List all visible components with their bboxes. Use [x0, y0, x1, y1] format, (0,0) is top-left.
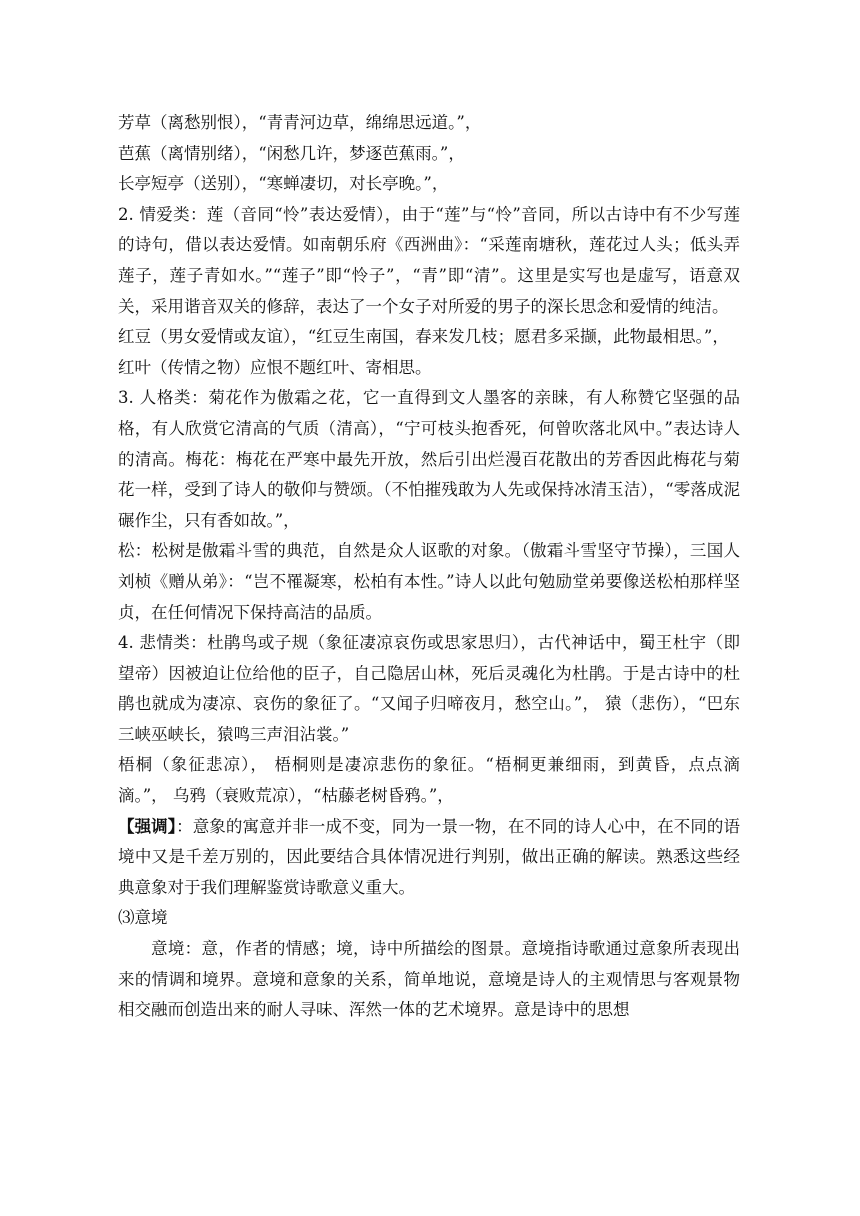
section-body: 意境：意，作者的情感；境，诗中所描绘的图景。意境指诗歌通过意象所表现出来的情调和境界。意境和意象的关系，简单地说，意境是诗人的主观情思与客观景物相交融而创造出来的耐人寻味、浑然一体的艺术境界。意是诗中的思想: [118, 939, 740, 1020]
paragraph-sorrow-category: 4. 悲情类：杜鹃鸟或子规（象征凄凉哀伤或思家思归），古代神话中，蜀王杜宇（即望帝）因被迫让位给他的臣子，自己隐居山林，死后灵魂化为杜鹃。于是古诗中的杜鹃也就成为凄凉、哀伤的象征了。“又闻子归啼夜月，愁空山。”， 猿（悲伤），“巴东三峡巫峡长，猿鸣三声泪沾裳。”: [118, 633, 740, 744]
paragraph-wutong: 梧桐（象征悲凉）， 梧桐则是凄凉悲伤的象征。“梧桐更兼细雨，到黄昏，点点滴滴。”， 乌鸦（衰败荒凉），“枯藤老树昏鸦。”，: [118, 755, 740, 806]
paragraph-bajiao: 芭蕉（离情别绪），“闲愁几许，梦逐芭蕉雨。”，: [118, 143, 465, 163]
section-heading: ⑶意境: [118, 908, 168, 928]
paragraph-hongdou: 红豆（男女爱情或友谊），“红豆生南国，春来发几枝；愿君多采撷，此物最相思。”，: [118, 327, 729, 347]
paragraph-fangcao: 芳草（离愁别恨），“青青河边草，绵绵思远道。”，: [118, 113, 482, 132]
paragraph-character-category: 3. 人格类：菊花作为傲霜之花，它一直得到文人墨客的亲睐，有人称赞它坚强的品格，有人欣赏它清高的气质（清高），“宁可枝头抱香死，何曾吹落北风中。”表达诗人的清高。梅花：梅花在严寒中最先开放，然后引出烂漫百花散出的芳香因此梅花与菊花一样，受到了诗人的敬仰与赞颂。（不怕摧残敢为人先或保持冰清玉洁），“零落成泥碾作尘，只有香如故。”，: [118, 388, 740, 530]
emphasis-label: 【强调】: [118, 816, 177, 836]
paragraph-hongye: 红叶（传情之物）应恨不题红叶、寄相思。: [118, 357, 432, 377]
document-body: [118, 108, 740, 1026]
paragraph-love-category: 2. 情爱类：莲（音同“怜”表达爱情），由于“莲”与“怜”音同，所以古诗中有不少写莲的诗句，借以表达爱情。如南朝乐府《西洲曲》：“采莲南塘秋，莲花过人头；低头弄莲子，莲子青如水。”“莲子”即“怜子”，“青”即“清”。这里是实写也是虚写，语意双关，采用谐音双关的修辞，表达了一个女子对所爱的男子的深长思念和爱情的纯洁。: [118, 204, 740, 316]
paragraph-emphasis: [118, 812, 740, 904]
emphasis-text: ：意象的寓意并非一成不变，同为一景一物，在不同的诗人心中，在不同的语境中又是千差万别的，因此要结合具体情况进行判别，做出正确的解读。熟悉这些经典意象对于我们理解鉴赏诗歌意义重大。: [118, 816, 741, 897]
paragraph-changting: 长亭短亭（送别），“寒蝉凄切，对长亭晚。”，: [118, 174, 449, 194]
paragraph-pine: 松：松树是傲霜斗雪的典范，自然是众人讴歌的对象。（傲霜斗雪坚守节操），三国人刘桢《赠从弟》：“岂不罹凝寒，松柏有本性。”诗人以此句勉励堂弟要像送松柏那样坚贞，在任何情况下保持高洁的品质。: [118, 541, 740, 622]
